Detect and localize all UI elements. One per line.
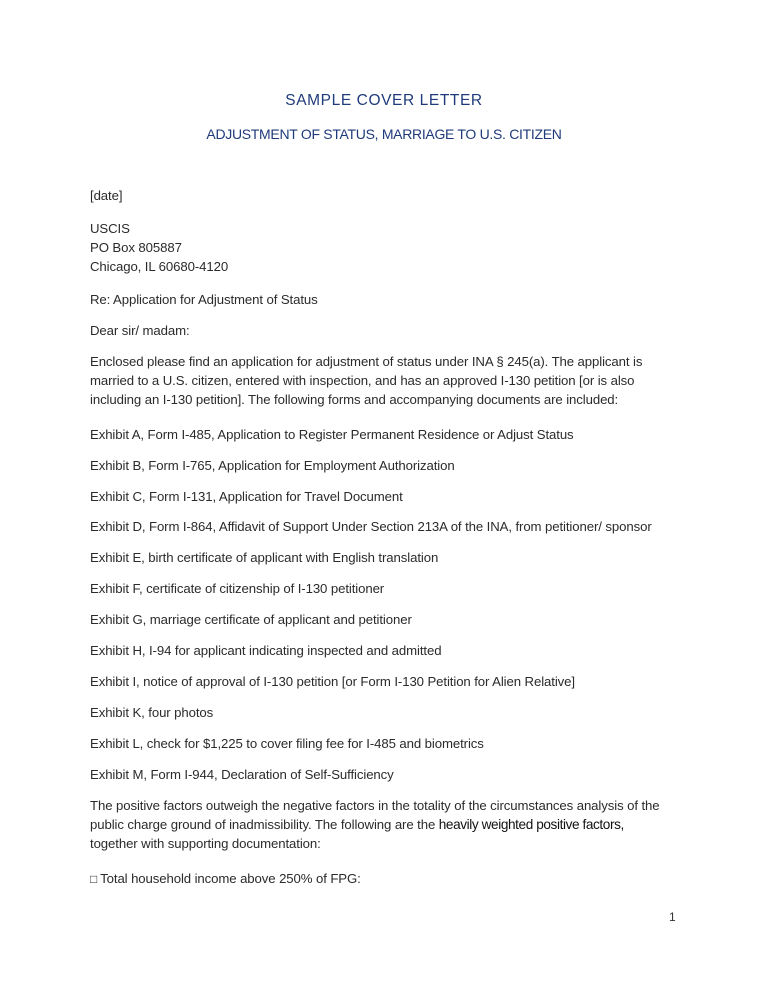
exhibit-item: Exhibit I, notice of approval of I-130 petition [or Form I-130 Petition for Alien Relative] bbox=[90, 674, 575, 689]
exhibit-item: Exhibit A, Form I-485, Application to Register Permanent Residence or Adjust Status bbox=[90, 427, 574, 442]
factors-text-after: together with supporting documentation: bbox=[90, 836, 321, 851]
recipient-address bbox=[90, 219, 690, 276]
page-number: 1 bbox=[669, 910, 676, 924]
factors-paragraph bbox=[90, 796, 665, 853]
checklist-item bbox=[90, 869, 690, 889]
subject-line: Re: Application for Adjustment of Status bbox=[90, 292, 318, 307]
address-line: PO Box 805887 bbox=[90, 240, 182, 255]
intro-paragraph: Enclosed please find an application for adjustment of status under INA § 245(a). The applicant is married to a U.S. citizen, entered with inspection, and has an approved I-130 petition [or is also including an I-130 petition]. The following forms and accompanying documents are included: bbox=[90, 354, 643, 407]
exhibit-item: Exhibit M, Form I-944, Declaration of Self-Sufficiency bbox=[90, 767, 394, 782]
address-line: Chicago, IL 60680-4120 bbox=[90, 259, 229, 274]
factors-text-before: The positive factors outweigh the negative factors in the totality of the circumstances analysis of the public charge ground of inadmissibility. The following are the bbox=[90, 798, 660, 832]
salutation: Dear sir/ madam: bbox=[90, 323, 190, 338]
exhibit-item: Exhibit L, check for $1,225 to cover filing fee for I-485 and biometrics bbox=[90, 736, 484, 751]
exhibit-item: Exhibit D, Form I-864, Affidavit of Support Under Section 213A of the INA, from petitioner/ sponsor bbox=[90, 519, 652, 534]
exhibit-item: Exhibit B, Form I-765, Application for Employment Authorization bbox=[90, 458, 455, 473]
exhibit-item: Exhibit H, I-94 for applicant indicating inspected and admitted bbox=[90, 643, 442, 658]
factors-emphasis: heavily weighted positive factors, bbox=[438, 817, 624, 832]
exhibit-item: Exhibit G, marriage certificate of applicant and petitioner bbox=[90, 612, 412, 627]
exhibit-item: Exhibit K, four photos bbox=[90, 705, 214, 720]
exhibit-item: Exhibit F, certificate of citizenship of I-130 petitioner bbox=[90, 581, 385, 596]
checklist-item-text: Total household income above 250% of FPG: bbox=[100, 871, 361, 886]
address-line: USCIS bbox=[90, 221, 130, 236]
checkbox-icon: □ bbox=[90, 872, 98, 886]
document-title: SAMPLE COVER LETTER bbox=[285, 92, 483, 109]
exhibit-item: Exhibit C, Form I-131, Application for Travel Document bbox=[90, 489, 403, 504]
letter-date: [date] bbox=[90, 188, 123, 203]
document-subtitle: ADJUSTMENT OF STATUS, MARRIAGE TO U.S. CITIZEN bbox=[206, 126, 562, 142]
exhibit-item: Exhibit E, birth certificate of applicant with English translation bbox=[90, 550, 439, 565]
